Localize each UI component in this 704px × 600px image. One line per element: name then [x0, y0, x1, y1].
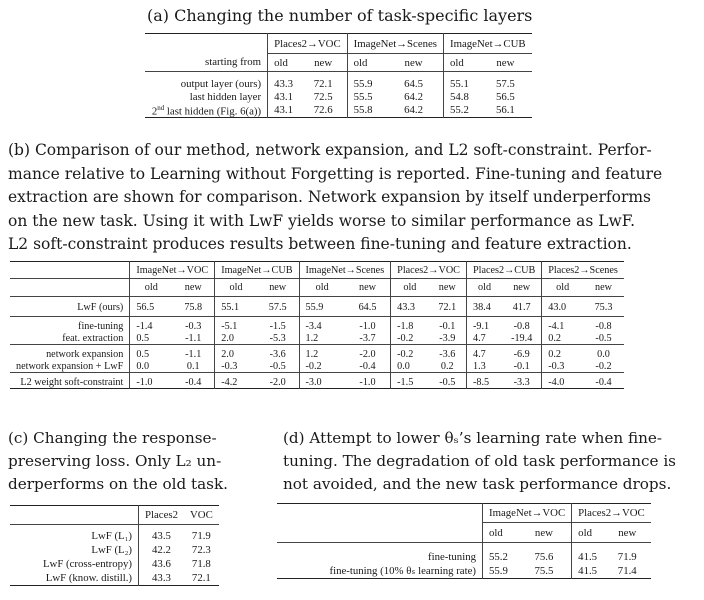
group-header: ImageNet→CUB [444, 34, 532, 54]
table-cell: -0.5 [595, 332, 612, 344]
table-cell: -0.5 [269, 360, 286, 372]
table-cell: 71.8 [191, 557, 211, 570]
group-header: Places2→VOC [572, 504, 651, 523]
subheader: new [496, 56, 515, 69]
caption-d [283, 427, 701, 496]
table-cell: -0.8 [513, 321, 530, 332]
group-header: ImageNet→Scenes [299, 262, 391, 279]
table-cell: -0.1 [513, 360, 530, 372]
row-label: network expansion + LwF [16, 360, 124, 372]
group-header: ImageNet→CUB [215, 262, 299, 279]
table-cell: 0.0 [130, 361, 172, 373]
table-cell: 1.2 [299, 349, 345, 361]
subheader: new [618, 526, 637, 539]
caption-line: not avoided, and the new task performance drops. [283, 475, 672, 493]
table-cell: 0.1 [186, 360, 200, 372]
table-cell: -0.2 [391, 349, 429, 361]
subheader: old [268, 54, 300, 72]
caption-line: derperforms on the old task. [8, 475, 228, 493]
subheader: old [391, 279, 429, 297]
caption-c [8, 427, 268, 496]
table-cell: -1.1 [185, 332, 202, 344]
column-header: VOC [189, 509, 213, 521]
table-cell: 72.3 [191, 543, 211, 556]
group-header: ImageNet→VOC [130, 262, 215, 279]
table-cell: -4.2 [215, 377, 257, 389]
table-cell: 75.8 [184, 302, 203, 314]
table-cell: 43.6 [139, 557, 184, 571]
table-cell: 72.1 [438, 302, 457, 314]
table-cell: -0.4 [595, 376, 612, 388]
table-cell: 55.1 [215, 300, 257, 317]
caption-line: on the new task. Using it with LwF yields worse to similar performance as LwF. [8, 211, 636, 230]
table-cell: -2.0 [359, 349, 376, 360]
subheader: new [184, 282, 202, 293]
caption-line: (c) Changing the response- [8, 429, 217, 447]
table-cell: 64.5 [358, 302, 377, 314]
table-cell: 55.9 [299, 300, 345, 317]
subheader: old [215, 279, 257, 297]
table-cell: -0.4 [185, 376, 202, 388]
table-cell: 71.4 [617, 564, 637, 577]
table-cell: 43.3 [391, 300, 429, 317]
subheader: old [444, 54, 480, 72]
table-cell: 55.8 [347, 104, 384, 118]
table-cell: -0.2 [391, 333, 429, 345]
table-cell: -3.4 [299, 321, 345, 333]
subheader: old [130, 279, 172, 297]
table-cell: 71.9 [191, 529, 211, 542]
subheader: new [534, 526, 553, 539]
row-label: LwF (know. distill.) [45, 571, 132, 584]
table-b [10, 261, 624, 389]
table-cell: -19.4 [511, 332, 533, 344]
subheader: new [513, 282, 531, 293]
row-label: LwF (cross-entropy) [42, 557, 132, 570]
table-cell: 0.2 [440, 360, 454, 372]
table-cell: 57.5 [268, 302, 287, 314]
subheader: new [438, 282, 456, 293]
table-cell: -3.6 [439, 349, 456, 360]
table-cell: -1.0 [359, 321, 376, 332]
table-cell: 72.5 [313, 91, 333, 103]
subheader: old [347, 54, 384, 72]
table-cell: -0.4 [359, 360, 376, 372]
table-cell: 64.2 [404, 104, 423, 117]
caption-b [8, 139, 698, 257]
table-cell: -1.0 [130, 377, 172, 389]
table-cell: -1.1 [185, 349, 202, 360]
table-cell: -4.1 [542, 321, 583, 333]
subheader: old [299, 279, 345, 297]
table-cell: 4.7 [466, 349, 502, 361]
table-cell: -1.0 [359, 376, 376, 388]
table-cell: -0.5 [439, 376, 456, 388]
table-d [277, 503, 651, 579]
table-cell: -5.3 [269, 332, 286, 344]
group-header: Places2→Scenes [542, 262, 624, 279]
row-label: fine-tuning (10% θₛ learning rate) [329, 565, 476, 578]
table-cell: 0.5 [130, 349, 172, 361]
table-cell: 1.3 [466, 361, 502, 373]
subheader: old [572, 523, 604, 543]
row-label: LwF (L₂) [91, 543, 132, 556]
table-cell: 4.7 [466, 333, 502, 345]
row-label: LwF (ours) [77, 302, 124, 314]
table-cell: 57.5 [495, 78, 515, 90]
table-cell: 55.9 [483, 564, 517, 579]
table-cell: 0.0 [597, 349, 610, 360]
table-d-corner [277, 504, 483, 523]
table-cell: 72.6 [313, 104, 333, 117]
table-cell: 43.0 [542, 300, 583, 317]
row-label: fine-tuning [78, 321, 124, 332]
table-cell: 75.5 [534, 564, 554, 577]
table-cell: 72.1 [191, 571, 211, 584]
table-cell: 1.2 [299, 333, 345, 345]
table-cell: -5.1 [215, 321, 257, 333]
table-cell: 43.5 [139, 529, 184, 543]
start-label: starting from [205, 56, 262, 69]
table-cell: -3.3 [513, 376, 530, 388]
table-cell: 42.2 [139, 543, 184, 557]
table-cell: 43.1 [268, 104, 300, 118]
table-cell: 43.1 [268, 91, 300, 104]
table-cell: -1.5 [269, 321, 286, 332]
row-label: fine-tuning [428, 551, 476, 563]
caption-line: (d) Attempt to lower θₛ’s learning rate when fine- [283, 429, 662, 447]
table-cell: 56.5 [495, 91, 515, 103]
table-cell: -8.5 [466, 377, 502, 389]
table-cell: 2.0 [215, 333, 257, 345]
table-c [10, 505, 219, 586]
row-label: feat. extraction [62, 332, 124, 344]
table-cell: 75.6 [534, 551, 554, 563]
group-header: Places2→VOC [391, 262, 467, 279]
group-header: ImageNet→VOC [483, 504, 572, 523]
table-cell: 41.5 [572, 551, 604, 564]
table-cell: 0.2 [542, 349, 583, 361]
group-header: Places2→CUB [466, 262, 541, 279]
table-cell: -2.0 [269, 376, 286, 388]
subheader: old [542, 279, 583, 297]
caption-line: mance relative to Learning without Forgetting is reported. Fine-tuning and feature [8, 164, 663, 183]
subheader: old [483, 523, 517, 543]
table-cell: 38.4 [466, 300, 502, 317]
table-cell: 0.0 [391, 361, 429, 373]
row-label: 2nd last hidden (Fig. 6(a)) [151, 103, 262, 118]
row-label: last hidden layer [189, 91, 262, 103]
table-cell: -1.4 [130, 321, 172, 333]
row-label: network expansion [46, 349, 124, 360]
table-cell: 2.0 [215, 349, 257, 361]
caption-line: preserving loss. Only L₂ un- [8, 452, 222, 470]
table-cell: 64.5 [404, 78, 423, 90]
table-cell: -1.8 [391, 321, 429, 333]
table-cell: -0.3 [185, 321, 202, 332]
table-cell: -3.0 [299, 377, 345, 389]
table-cell: 55.2 [444, 104, 480, 118]
table-cell: -0.8 [595, 321, 612, 332]
subheader: new [269, 282, 287, 293]
table-cell: 55.9 [347, 78, 384, 91]
table-cell: 41.5 [572, 564, 604, 579]
table-b-corner [10, 262, 130, 279]
caption-line: L2 soft-constraint produces results between fine-tuning and feature extraction. [8, 235, 632, 253]
table-cell: -9.1 [466, 321, 502, 333]
table-a-corner [145, 34, 268, 54]
row-label: output layer (ours) [180, 78, 262, 90]
table-cell: -0.2 [595, 360, 612, 372]
row-label: L2 weight soft-constraint [20, 376, 124, 388]
row-label: LwF (L₁) [91, 529, 132, 542]
caption-line: extraction are shown for comparison. Network expansion by itself underperforms [8, 188, 652, 206]
table-cell: -0.3 [542, 361, 583, 373]
table-cell: -0.2 [299, 361, 345, 373]
table-cell: 72.1 [313, 78, 333, 90]
table-cell: 0.5 [130, 333, 172, 345]
table-cell: 75.3 [594, 302, 613, 314]
table-cell: 71.9 [617, 551, 637, 563]
table-cell: 56.5 [130, 300, 172, 317]
table-cell: 55.1 [444, 78, 480, 91]
group-header: ImageNet→Scenes [347, 34, 443, 54]
table-a [145, 33, 532, 118]
table-cell: -6.9 [513, 349, 530, 360]
subheader: new [404, 56, 423, 69]
caption-line: tuning. The degradation of old task performance is [283, 452, 676, 470]
group-header: Places2→VOC [268, 34, 348, 54]
table-cell: 56.1 [495, 104, 515, 117]
subheader: new [595, 282, 612, 293]
subheader: new [314, 56, 333, 69]
table-cell: 43.3 [268, 78, 300, 91]
table-cell: 54.8 [444, 91, 480, 104]
caption-line: (b) Comparison of our method, network expansion, and L2 soft-constraint. Perfor- [8, 141, 652, 159]
table-cell: 0.2 [542, 333, 583, 345]
table-cell: 55.5 [347, 91, 384, 104]
table-cell: -4.0 [542, 377, 583, 389]
subheader: old [466, 279, 502, 297]
table-cell: -3.9 [439, 332, 456, 344]
table-cell: -0.1 [439, 321, 456, 332]
table-cell: 55.2 [483, 551, 517, 564]
subheader: new [359, 282, 376, 293]
table-cell: -3.7 [359, 332, 376, 344]
table-cell: -3.6 [269, 349, 286, 360]
table-cell: 41.7 [512, 302, 531, 314]
table-c-corner [10, 506, 139, 525]
table-cell: 64.2 [404, 91, 423, 103]
table-cell: 43.3 [139, 571, 184, 586]
caption-a: (a) Changing the number of task-specific layers [147, 6, 533, 25]
table-cell: -1.5 [391, 377, 429, 389]
column-header: Places2 [139, 506, 184, 525]
table-cell: -0.3 [215, 361, 257, 373]
